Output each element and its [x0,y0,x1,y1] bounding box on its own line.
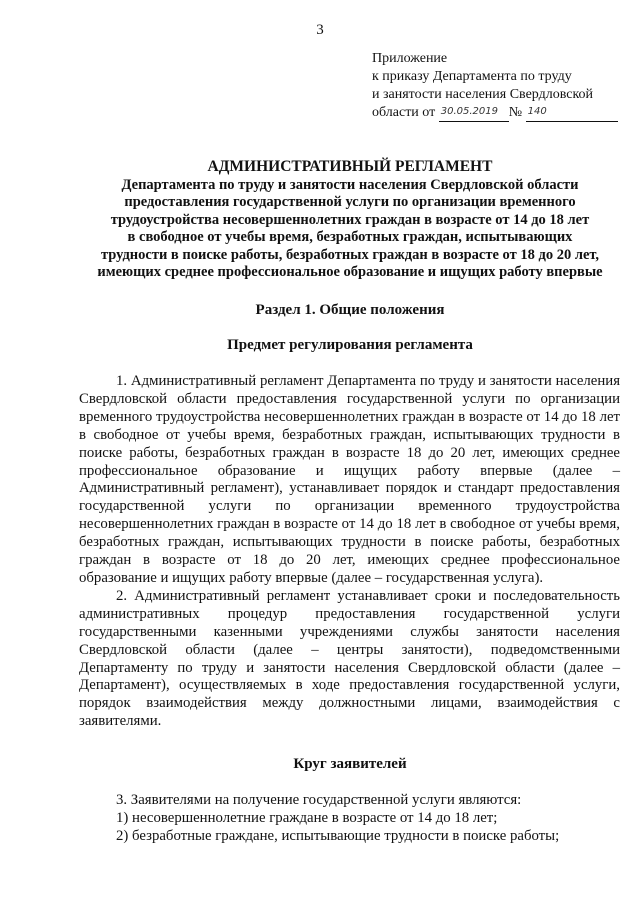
title-line: в свободное от учебы время, безработных граждан, испытывающих [127,229,573,245]
list-item: 3. Заявителями на получение государственной услуги являются: [116,792,522,808]
appendix-line-2: к приказу Департамента по труду [372,69,572,84]
applicants-heading: Круг заявителей [293,756,407,772]
appendix-line-3: и занятости населения Свердловской [372,87,594,102]
appendix-line-1: Приложение [372,51,448,66]
section-heading: Раздел 1. Общие положения [255,302,445,318]
list-item: 2) безработные граждане, испытывающие трудности в поиске работы; [116,827,560,844]
appendix-line-4 [372,104,622,124]
title-line: трудности в поиске работы, безработных граждан в возрасте от 18 до 20 лет, [100,246,600,263]
appendix-block [372,50,622,124]
title-line: Департамента по труду и занятости населения Свердловской области [121,176,579,193]
body-paragraphs [79,373,620,731]
document-title [90,158,610,282]
title-main: АДМИНИСТРАТИВНЫЙ РЕГЛАМЕНТ [207,158,493,175]
list-item: 1) несовершеннолетние граждане в возрасте от 14 до 18 лет; [116,809,498,826]
paragraph-2: 2. Административный регламент устанавливает сроки и последовательность административных процедур предоставления государственной услуги государственными казенными учреждениями службы занятости населения Свердловской области (далее – центры занятости), подведомственными Департаменту по труду и занятости населения Свердловской области (далее – Департамент), осуществляемых в ходе предоставления государственной услуги, порядок взаимодействия между должностными лицами, взаимодействия с заявителями. [79,587,620,730]
handwritten-number: 140 [526,103,618,122]
subject-heading: Предмет регулирования регламента [227,337,473,353]
title-line: трудоустройства несовершеннолетних граждан в возрасте от 14 до 18 лет [110,211,590,228]
paragraph-1: 1. Административный регламент Департамента по труду и занятости населения Свердловской области предоставления государственной услуги по организации временного трудоустройства несовершеннолетних граждан в возрасте от 14 до 18 лет в свободное от учебы время, безработных граждан, испытывающих трудности в поиске работы, безработных граждан в возрасте 18 до 20 лет, имеющих среднее профессиональное образование и ищущих работу впервые (далее – Административный регламент), устанавливает порядок и стандарт предоставления государственной услуги по организации временного трудоустройства несовершеннолетних граждан в возрасте от 14 до 18 лет в свободное от учебы время, безработных граждан, испытывающих трудности в поиске работы, безработных граждан в возрасте от 18 до 20 лет, имеющих среднее профессиональное образование и ищущих работу впервые (далее – государственная услуга). [79,373,620,586]
title-line: предоставления государственной услуги по организации временного [124,194,576,210]
page-number: 3 [316,22,324,38]
applicants-list [116,792,626,846]
appendix-date-prefix: области от [372,105,436,120]
handwritten-date: 30.05.2019 [439,103,509,122]
title-line: имеющих среднее профессиональное образование и ищущих работу впервые [97,264,603,280]
number-sign: № [508,105,523,120]
